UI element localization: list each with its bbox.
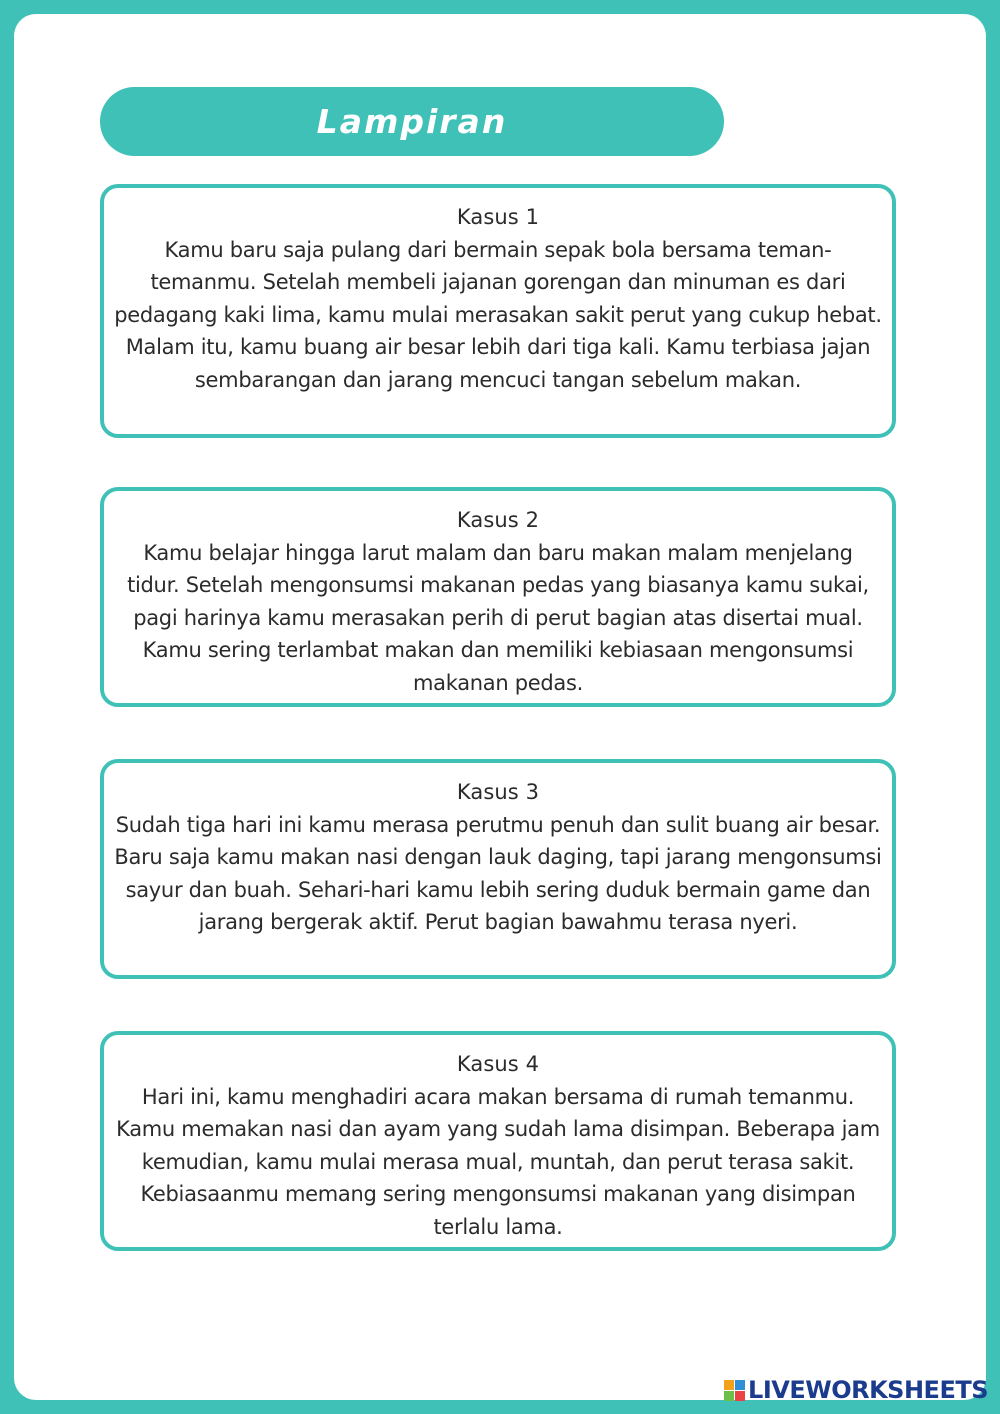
case-description: Sudah tiga hari ini kamu merasa perutmu penuh dan sulit buang air besar. Baru saja kamu makan nasi dengan lauk daging, tapi jarang mengonsumsi sayur dan buah. Sehari-hari kamu lebih sering duduk bermain game dan jarang bergerak aktif. Perut bagian bawahmu terasa nyeri. xyxy=(114,812,882,934)
page-title-banner xyxy=(100,87,724,156)
case-title: Kasus 1 xyxy=(456,205,540,229)
liveworksheets-logo[interactable] xyxy=(724,1376,988,1404)
case-title: Kasus 3 xyxy=(456,780,540,804)
case-title: Kasus 2 xyxy=(456,508,540,532)
case-card-4 xyxy=(100,1031,896,1251)
case-card-3 xyxy=(100,759,896,979)
case-description: Hari ini, kamu menghadiri acara makan bersama di rumah temanmu. Kamu memakan nasi dan ayam yang sudah lama disimpan. Beberapa jam kemudian, kamu mulai merasa mual, muntah, dan perut terasa sakit. Kebiasaanmu memang sering mengonsumsi makanan yang disimpan terlalu lama. xyxy=(116,1084,880,1239)
logo-text: LIVEWORKSHEETS xyxy=(748,1376,988,1404)
case-title: Kasus 4 xyxy=(456,1052,540,1076)
case-description: Kamu belajar hingga larut malam dan baru makan malam menjelang tidur. Setelah mengonsumsi makanan pedas yang biasanya kamu sukai, pagi harinya kamu merasakan perih di perut bagian atas disertai mual. Kamu sering terlambat makan dan memiliki kebiasaan mengonsumsi makanan pedas. xyxy=(127,540,869,695)
case-card-2 xyxy=(100,487,896,707)
page-title: Lampiran xyxy=(316,102,508,141)
case-card-1 xyxy=(100,184,896,438)
liveworksheets-blocks-icon xyxy=(724,1380,745,1401)
case-description: Kamu baru saja pulang dari bermain sepak bola bersama teman-temanmu. Setelah membeli jajanan gorengan dan minuman es dari pedagang kaki lima, kamu mulai merasakan sakit perut yang cukup hebat. Malam itu, kamu buang air besar lebih dari tiga kali. Kamu terbiasa jajan sembarangan dan jarang mencuci tangan sebelum makan. xyxy=(114,237,882,392)
